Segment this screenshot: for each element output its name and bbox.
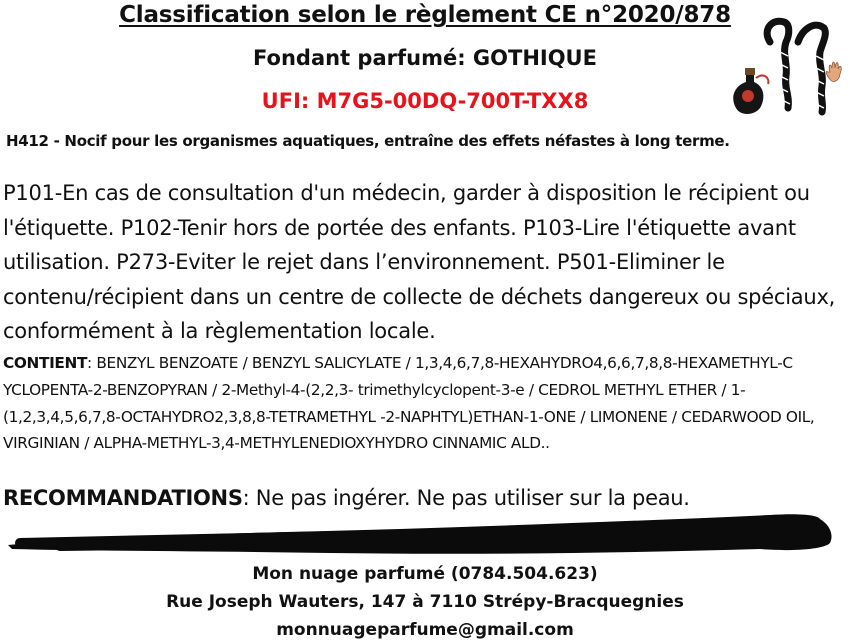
gothic-braids-potion-logo-icon xyxy=(728,12,848,122)
composition-label: CONTIENT xyxy=(3,354,88,372)
label-title: Classification selon le règlement CE n°2020/878 xyxy=(119,2,731,28)
precautionary-statements: P101-En cas de consultation d'un médecin, garder à disposition le récipient ou l'étiquette. P102-Tenir hors de portée des enfants. P103-Lire l'étiquette avant utilisation. P273-Eviter le rejet dans l’environnement. P501-Eliminer le contenu/récipient dans un centre de collecte de déchets dangereux ou spéciaux, conformément à la règlementation locale. xyxy=(3,181,836,343)
recommendations-label: RECOMMANDATIONS xyxy=(3,486,243,510)
recommendations-text: : Ne pas ingérer. Ne pas utiliser sur la peau. xyxy=(242,486,690,510)
black-scribble-redaction xyxy=(0,505,850,565)
composition-text: : BENZYL BENZOATE / BENZYL SALICYLATE / 1,3,4,6,7,8-HEXAHYDRO4,6,6,7,8,8-HEXAMETHYL-C YCLOPENTA-2-BENZOPYRAN / 2-Methyl-4-(2,2,3- trimethylcyclopent-3-e / CEDROL METHYL ETHER / 1-(1,2,3,4,5,6,7,8-OCTAHYDRO2,3,8,8-TETRAMETHYL -2-NAPHTYL)ETHAN-1-ONE / LIMONENE / CEDARWOOD OIL, VIRGINIAN / ALPHA-METHYL-3,4-METHYLENEDIOXYHYDRO CINNAMIC ALD.. xyxy=(3,354,815,453)
hazard-statement: H412 - Nocif pour les organismes aquatiques, entraîne des effets néfastes à long terme. xyxy=(6,132,730,150)
company-info xyxy=(0,560,850,644)
ufi-code: UFI: M7G5-00DQ-700T-TXX8 xyxy=(261,89,589,113)
company-name-phone: Mon nuage parfumé (0784.504.623) xyxy=(252,564,598,584)
company-address: Rue Joseph Wauters, 147 à 7110 Strépy-Bracquegnies xyxy=(166,592,684,612)
composition-block xyxy=(3,350,848,457)
company-email: monnuageparfume@gmail.com xyxy=(276,620,574,640)
product-name: Fondant parfumé: GOTHIQUE xyxy=(253,46,597,70)
